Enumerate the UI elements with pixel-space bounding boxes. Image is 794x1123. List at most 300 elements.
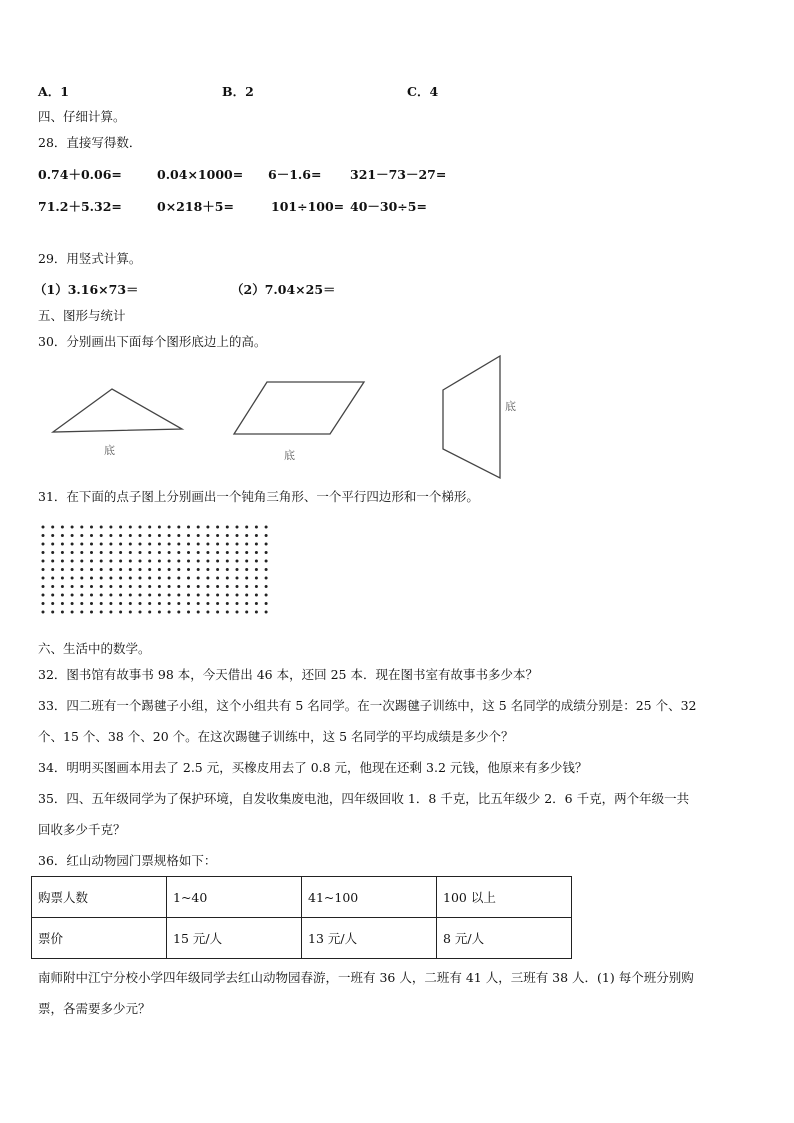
grid-dot	[236, 568, 239, 571]
grid-dot	[51, 526, 54, 529]
q28-item-7: 101÷100=	[271, 199, 345, 214]
grid-dot	[245, 594, 248, 597]
dot-grid	[40, 524, 280, 614]
grid-dot	[90, 534, 93, 537]
grid-dot	[100, 560, 103, 563]
grid-dot	[139, 602, 142, 605]
grid-dot	[255, 526, 258, 529]
grid-dot	[61, 594, 64, 597]
grid-dot	[61, 568, 64, 571]
grid-dot	[265, 611, 268, 614]
grid-dot	[109, 568, 112, 571]
option-b: B．2	[222, 84, 254, 99]
grid-dot	[139, 534, 142, 537]
grid-dot	[80, 611, 83, 614]
grid-dot	[80, 585, 83, 588]
q30-title: 30．分别画出下面每个图形底边上的高。	[38, 334, 267, 349]
grid-dot	[197, 577, 200, 580]
grid-dot	[177, 551, 180, 554]
triangle-shape	[53, 389, 182, 432]
grid-dot	[129, 560, 132, 563]
grid-dot	[129, 543, 132, 546]
grid-dot	[139, 543, 142, 546]
q29-part-2: （2）7.04×25＝	[231, 282, 336, 297]
grid-dot	[51, 611, 54, 614]
grid-dot	[42, 526, 45, 529]
grid-dot	[158, 585, 161, 588]
q28-item-5: 71.2＋5.32=	[38, 199, 122, 214]
q29-part-1: （1）3.16×73＝	[34, 282, 139, 297]
grid-dot	[42, 602, 45, 605]
q28-title: 28．直接写得数．	[38, 135, 142, 150]
grid-dot	[255, 611, 258, 614]
grid-dot	[119, 611, 122, 614]
grid-dot	[148, 560, 151, 563]
grid-dot	[226, 594, 229, 597]
grid-dot	[187, 585, 190, 588]
grid-dot	[71, 611, 74, 614]
grid-dot	[216, 551, 219, 554]
grid-dot	[61, 560, 64, 563]
grid-dot	[80, 568, 83, 571]
grid-dot	[177, 594, 180, 597]
grid-dot	[119, 560, 122, 563]
grid-dot	[177, 543, 180, 546]
grid-dot	[265, 560, 268, 563]
q33-text-line-2: 个、15 个、38 个、20 个。在这次踢毽子训练中，这 5 名同学的平均成绩是多少个？	[38, 729, 514, 744]
grid-dot	[90, 594, 93, 597]
grid-dot	[42, 568, 45, 571]
grid-dot	[158, 526, 161, 529]
grid-dot	[129, 551, 132, 554]
grid-dot	[168, 568, 171, 571]
grid-dot	[226, 551, 229, 554]
grid-dot	[90, 543, 93, 546]
grid-dot	[51, 534, 54, 537]
grid-dot	[129, 585, 132, 588]
grid-dot	[236, 560, 239, 563]
grid-dot	[187, 526, 190, 529]
grid-dot	[158, 534, 161, 537]
grid-dot	[148, 602, 151, 605]
table-cell: 13 元/人	[302, 918, 437, 959]
grid-dot	[148, 577, 151, 580]
grid-dot	[255, 551, 258, 554]
grid-dot	[245, 585, 248, 588]
grid-dot	[100, 611, 103, 614]
grid-dot	[100, 551, 103, 554]
grid-dot	[187, 594, 190, 597]
grid-dot	[265, 577, 268, 580]
grid-dot	[71, 526, 74, 529]
grid-dot	[255, 602, 258, 605]
grid-dot	[168, 577, 171, 580]
grid-dot	[42, 560, 45, 563]
grid-dot	[119, 602, 122, 605]
grid-dot	[119, 594, 122, 597]
grid-dot	[71, 568, 74, 571]
trapezoid-base-label: 底	[505, 400, 516, 413]
grid-dot	[216, 526, 219, 529]
section-5-title: 五、图形与统计	[38, 308, 126, 323]
grid-dot	[197, 611, 200, 614]
grid-dot	[61, 534, 64, 537]
grid-dot	[197, 568, 200, 571]
grid-dot	[139, 585, 142, 588]
grid-dot	[236, 543, 239, 546]
triangle-base-label: 底	[104, 444, 115, 457]
grid-dot	[206, 594, 209, 597]
grid-dot	[236, 534, 239, 537]
grid-dot	[158, 577, 161, 580]
grid-dot	[61, 602, 64, 605]
q28-item-2: 0.04×1000=	[157, 167, 244, 182]
grid-dot	[255, 534, 258, 537]
grid-dot	[265, 568, 268, 571]
grid-dot	[139, 560, 142, 563]
table-cell: 票价	[32, 918, 167, 959]
grid-dot	[109, 602, 112, 605]
grid-dot	[206, 577, 209, 580]
grid-dot	[80, 560, 83, 563]
grid-dot	[177, 534, 180, 537]
grid-dot	[168, 526, 171, 529]
grid-dot	[226, 585, 229, 588]
grid-dot	[168, 611, 171, 614]
grid-dot	[226, 543, 229, 546]
grid-dot	[197, 534, 200, 537]
q36-text-line-1: 南师附中江宁分校小学四年级同学去红山动物园春游，一班有 36 人，二班有 41 人，三班有 38 人．(1) 每个班分别购	[38, 970, 694, 985]
grid-dot	[206, 560, 209, 563]
grid-dot	[129, 534, 132, 537]
table-row	[32, 877, 572, 918]
grid-dot	[42, 551, 45, 554]
grid-dot	[51, 585, 54, 588]
grid-dot	[158, 543, 161, 546]
grid-dot	[90, 577, 93, 580]
grid-dot	[61, 585, 64, 588]
grid-dot	[100, 534, 103, 537]
grid-dot	[187, 602, 190, 605]
grid-dot	[119, 534, 122, 537]
grid-dot	[119, 543, 122, 546]
grid-dot	[129, 526, 132, 529]
grid-dot	[158, 611, 161, 614]
table-cell: 8 元/人	[437, 918, 572, 959]
grid-dot	[100, 577, 103, 580]
grid-dot	[61, 551, 64, 554]
grid-dot	[177, 585, 180, 588]
grid-dot	[61, 577, 64, 580]
grid-dot	[197, 526, 200, 529]
grid-dot	[168, 551, 171, 554]
grid-dot	[80, 534, 83, 537]
grid-dot	[42, 611, 45, 614]
grid-dot	[206, 585, 209, 588]
grid-dot	[206, 526, 209, 529]
grid-dot	[119, 568, 122, 571]
grid-dot	[71, 560, 74, 563]
table-cell: 1~40	[167, 877, 302, 918]
grid-dot	[148, 585, 151, 588]
grid-dot	[177, 568, 180, 571]
grid-dot	[71, 585, 74, 588]
grid-dot	[51, 568, 54, 571]
grid-dot	[139, 611, 142, 614]
grid-dot	[100, 568, 103, 571]
grid-dot	[139, 594, 142, 597]
grid-dot	[148, 526, 151, 529]
grid-dot	[42, 594, 45, 597]
grid-dot	[80, 526, 83, 529]
grid-dot	[177, 602, 180, 605]
option-c: C．4	[407, 84, 439, 99]
grid-dot	[158, 551, 161, 554]
grid-dot	[168, 602, 171, 605]
grid-dot	[245, 602, 248, 605]
grid-dot	[90, 568, 93, 571]
grid-dot	[226, 568, 229, 571]
grid-dot	[61, 611, 64, 614]
grid-dot	[177, 611, 180, 614]
q30-figures	[0, 352, 794, 482]
grid-dot	[197, 585, 200, 588]
grid-dot	[109, 577, 112, 580]
grid-dot	[255, 594, 258, 597]
table-row	[32, 918, 572, 959]
table-cell: 购票人数	[32, 877, 167, 918]
grid-dot	[245, 534, 248, 537]
grid-dot	[139, 526, 142, 529]
grid-dot	[139, 551, 142, 554]
grid-dot	[187, 577, 190, 580]
option-a: A．1	[38, 84, 69, 99]
grid-dot	[236, 585, 239, 588]
grid-dot	[206, 543, 209, 546]
grid-dot	[226, 560, 229, 563]
grid-dot	[51, 577, 54, 580]
grid-dot	[265, 543, 268, 546]
grid-dot	[245, 551, 248, 554]
grid-dot	[216, 602, 219, 605]
grid-dot	[61, 543, 64, 546]
grid-dot	[109, 585, 112, 588]
q28-item-3: 6－1.6=	[268, 167, 322, 182]
grid-dot	[168, 585, 171, 588]
grid-dot	[51, 551, 54, 554]
grid-dot	[119, 526, 122, 529]
grid-dot	[109, 594, 112, 597]
grid-dot	[71, 577, 74, 580]
q33-text-line-1: 33．四二班有一个踢毽子小组，这个小组共有 5 名同学。在一次踢毽子训练中，这 5 名同学的成绩分别是：25 个、32	[38, 698, 697, 713]
grid-dot	[80, 577, 83, 580]
grid-dot	[109, 611, 112, 614]
grid-dot	[148, 594, 151, 597]
grid-dot	[80, 551, 83, 554]
grid-dot	[265, 585, 268, 588]
grid-dot	[61, 526, 64, 529]
grid-dot	[148, 551, 151, 554]
grid-dot	[255, 560, 258, 563]
q28-item-6: 0×218＋5=	[157, 199, 234, 214]
grid-dot	[216, 611, 219, 614]
grid-dot	[51, 602, 54, 605]
grid-dot	[80, 594, 83, 597]
grid-dot	[119, 585, 122, 588]
grid-dot	[216, 577, 219, 580]
ticket-price-table	[31, 876, 572, 959]
grid-dot	[187, 551, 190, 554]
parallelogram-shape	[234, 382, 364, 434]
grid-dot	[236, 551, 239, 554]
grid-dot	[100, 602, 103, 605]
grid-dot	[255, 577, 258, 580]
grid-dot	[168, 534, 171, 537]
table-cell: 15 元/人	[167, 918, 302, 959]
grid-dot	[177, 560, 180, 563]
grid-dot	[187, 534, 190, 537]
grid-dot	[265, 534, 268, 537]
grid-dot	[51, 560, 54, 563]
grid-dot	[139, 577, 142, 580]
grid-dot	[197, 594, 200, 597]
grid-dot	[129, 602, 132, 605]
grid-dot	[177, 526, 180, 529]
q32-text: 32．图书馆有故事书 98 本，今天借出 46 本，还回 25 本．现在图书室有故事书多少本？	[38, 667, 538, 682]
grid-dot	[265, 551, 268, 554]
grid-dot	[129, 568, 132, 571]
grid-dot	[168, 560, 171, 563]
grid-dot	[245, 577, 248, 580]
grid-dot	[265, 594, 268, 597]
grid-dot	[80, 602, 83, 605]
grid-dot	[245, 526, 248, 529]
grid-dot	[197, 543, 200, 546]
grid-dot	[197, 560, 200, 563]
grid-dot	[216, 568, 219, 571]
grid-dot	[51, 543, 54, 546]
grid-dot	[236, 602, 239, 605]
grid-dot	[226, 577, 229, 580]
grid-dot	[42, 585, 45, 588]
grid-dot	[80, 543, 83, 546]
grid-dot	[51, 594, 54, 597]
q36-text-line-2: 票，各需要多少元？	[38, 1001, 151, 1016]
grid-dot	[206, 568, 209, 571]
grid-dot	[129, 577, 132, 580]
grid-dot	[245, 560, 248, 563]
grid-dot	[90, 585, 93, 588]
grid-dot	[109, 560, 112, 563]
grid-dot	[71, 551, 74, 554]
grid-dot	[42, 577, 45, 580]
grid-dot	[206, 611, 209, 614]
grid-dot	[71, 534, 74, 537]
grid-dot	[109, 526, 112, 529]
q28-item-4: 321－73－27=	[350, 167, 447, 182]
grid-dot	[168, 543, 171, 546]
grid-dot	[109, 543, 112, 546]
grid-dot	[158, 602, 161, 605]
grid-dot	[216, 534, 219, 537]
grid-dot	[71, 594, 74, 597]
q34-text: 34．明明买图画本用去了 2.5 元，买橡皮用去了 0.8 元，他现在还剩 3.2 元钱，他原来有多少钱？	[38, 760, 588, 775]
grid-dot	[265, 526, 268, 529]
grid-dot	[109, 534, 112, 537]
grid-dot	[90, 602, 93, 605]
grid-dot	[42, 534, 45, 537]
grid-dot	[90, 611, 93, 614]
grid-dot	[216, 543, 219, 546]
grid-dot	[158, 560, 161, 563]
grid-dot	[129, 611, 132, 614]
grid-dot	[236, 611, 239, 614]
grid-dot	[148, 534, 151, 537]
table-cell: 41~100	[302, 877, 437, 918]
q36-title: 36．红山动物园门票规格如下：	[38, 853, 217, 868]
grid-dot	[216, 560, 219, 563]
grid-dot	[100, 543, 103, 546]
trapezoid-shape	[443, 356, 500, 478]
grid-dot	[245, 611, 248, 614]
grid-dot	[187, 560, 190, 563]
grid-dot	[100, 526, 103, 529]
q29-title: 29．用竖式计算。	[38, 251, 142, 266]
grid-dot	[129, 594, 132, 597]
grid-dot	[197, 551, 200, 554]
q28-item-8: 40－30÷5=	[350, 199, 427, 214]
q28-item-1: 0.74＋0.06=	[38, 167, 122, 182]
grid-dot	[265, 602, 268, 605]
grid-dot	[255, 568, 258, 571]
table-cell: 100 以上	[437, 877, 572, 918]
grid-dot	[90, 560, 93, 563]
grid-dot	[236, 577, 239, 580]
grid-dot	[226, 611, 229, 614]
grid-dot	[71, 543, 74, 546]
grid-dot	[100, 585, 103, 588]
grid-dot	[216, 594, 219, 597]
grid-dot	[139, 568, 142, 571]
grid-dot	[206, 534, 209, 537]
grid-dot	[236, 594, 239, 597]
grid-dot	[148, 543, 151, 546]
parallelogram-base-label: 底	[284, 449, 295, 462]
grid-dot	[148, 611, 151, 614]
grid-dot	[177, 577, 180, 580]
grid-dot	[216, 585, 219, 588]
q35-text-line-2: 回收多少千克？	[38, 822, 126, 837]
grid-dot	[206, 551, 209, 554]
section-6-title: 六、生活中的数学。	[38, 641, 151, 656]
grid-dot	[187, 543, 190, 546]
grid-dot	[71, 602, 74, 605]
grid-dot	[90, 551, 93, 554]
grid-dot	[245, 568, 248, 571]
grid-dot	[226, 534, 229, 537]
grid-dot	[42, 543, 45, 546]
q31-title: 31．在下面的点子图上分别画出一个钝角三角形、一个平行四边形和一个梯形。	[38, 489, 479, 504]
grid-dot	[119, 577, 122, 580]
grid-dot	[119, 551, 122, 554]
grid-dot	[255, 543, 258, 546]
grid-dot	[197, 602, 200, 605]
grid-dot	[90, 526, 93, 529]
grid-dot	[245, 543, 248, 546]
grid-dot	[187, 611, 190, 614]
grid-dot	[206, 602, 209, 605]
grid-dot	[109, 551, 112, 554]
